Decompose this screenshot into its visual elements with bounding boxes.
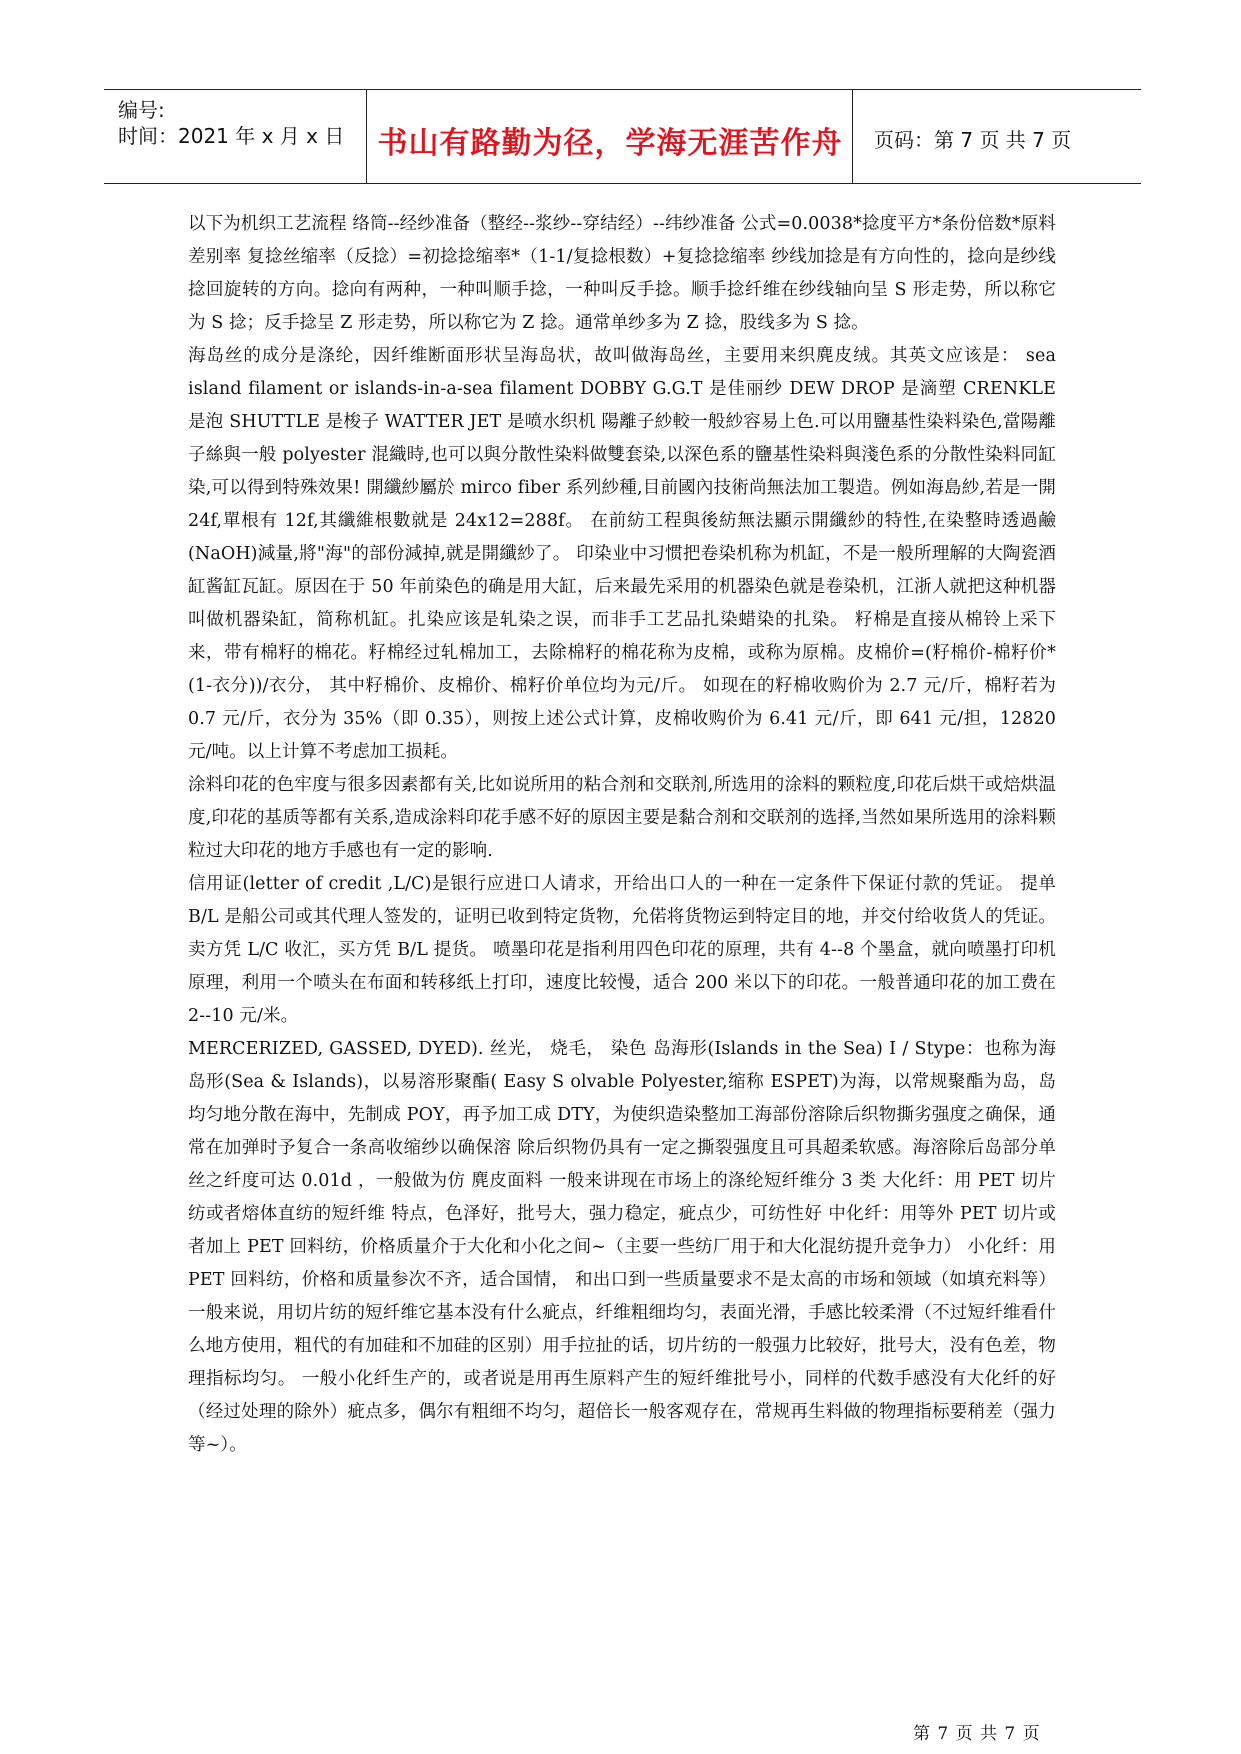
header-page-info: 页码：第 7 页 共 7 页: [874, 128, 1072, 152]
paragraph-pigment-printing: 涂料印花的色牢度与很多因素都有关,比如说所用的粘合剂和交联剂,所选用的涂料的颗粒度,印花后烘干或焙烘温度,印花的基质等都有关系,造成涂料印花手感不好的原因主要是黏合剂和交联剂的选择,当然如果所选用的涂料颗粒过大印花的地方手感也有一定的影响.: [188, 775, 1056, 861]
header-motto: 书山有路勤为径，学海无涯苦作舟: [377, 126, 843, 161]
page-header: [104, 89, 1141, 184]
header-meta-cell: [104, 90, 367, 183]
header-motto-cell: [368, 90, 853, 183]
paragraph-sea-island-filament: 海岛丝的成分是涤纶，因纤维断面形状呈海岛状，故叫做海岛丝，主要用来织麂皮绒。其英文应该是： sea island filament or islands-in-a-sea filament DOBBY G.G.T 是佳丽纱 DEW DROP 是滴塑 CRENKLE 是泡 SHUTTLE 是梭子 WATTER JET 是喷水织机 陽離子紗較一般紗容易上色.可以用鹽基性染料染色,當陽離子絲與一般 polyester 混織時,也可以與分散性染料做雙套染,以深色系的鹽基性染料與淺色系的分散性染料同缸染,可以得到特殊效果! 開纖紗屬於 mirco fiber 系列紗種,目前國內技術尚無法加工製造。例如海島紗,若是一開 24f,單根有 12f,其纖維根數就是 24x12=288f。 在前紡工程與後紡無法顯示開纖紗的特性,在染整時透過鹼(NaOH)減量,將"海"的部份減掉,就是開纖紗了。 印染业中习惯把卷染机称为机缸，不是一般所理解的大陶瓷酒缸酱缸瓦缸。原因在于 50 年前染色的确是用大缸，后来最先采用的机器染色就是卷染机，江浙人就把这种机器叫做机器染缸，简称机缸。扎染应该是轧染之误，而非手工艺品扎染蜡染的扎染。 籽棉是直接从棉铃上采下来，带有棉籽的棉花。籽棉经过轧棉加工，去除棉籽的棉花称为皮棉，或称为原棉。皮棉价=(籽棉价-棉籽价*(1-衣分))/衣分， 其中籽棉价、皮棉价、棉籽价单位均为元/斤。 如现在的籽棉收购价为 2.7 元/斤，棉籽若为 0.7 元/斤，衣分为 35%（即 0.35），则按上述公式计算，皮棉收购价为 6.41 元/斤，即 641 元/担，12820 元/吨。以上计算不考虑加工损耗。: [188, 346, 1056, 762]
document-time-label: 时间：2021 年 x 月 x 日: [118, 124, 345, 148]
page-footer: 第 7 页 共 7 页: [913, 1724, 1041, 1744]
paragraph-letter-of-credit: 信用证(letter of credit ,L/C)是银行应进口人请求，开给出口人的一种在一定条件下保证付款的凭证。 提单 B/L 是船公司或其代理人签发的，证明已收到特定货物，允偌将货物运到特定目的地，并交付给收货人的凭证。 卖方凭 L/C 收汇，买方凭 B/L 提货。 喷墨印花是指利用四色印花的原理，共有 4--8 个墨盒，就向喷墨打印机原理，利用一个喷头在布面和转移纸上打印，速度比较慢，适合 200 米以下的印花。一般普通印花的加工费在 2--10 元/米。: [188, 874, 1056, 1026]
header-page-cell: [854, 90, 1141, 183]
paragraph-staple-fiber: MERCERIZED, GASSED, DYED). 丝光， 烧毛， 染色 岛海形(Islands in the Sea) I / Stype：也称为海岛形(Sea & Islands)，以易溶形聚酯( Easy S olvable Polyester,缩称 ESPET)为海，以常规聚酯为岛，岛均匀地分散在海中，先制成 POY，再予加工成 DTY，为使织造染整加工海部份溶除后织物撕劣强度之确保，通常在加弹时予复合一条高收缩纱以确保溶 除后织物仍具有一定之撕裂强度且可具超柔软感。海溶除后岛部分单丝之纤度可达 0.01d ，一般做为仿 麂皮面料 一般来讲现在市场上的涤纶短纤维分 3 类 大化纤：用 PET 切片纺或者熔体直纺的短纤维 特点，色泽好，批号大，强力稳定，疵点少，可纺性好 中化纤：用等外 PET 切片或者加上 PET 回料纺，价格质量介于大化和小化之间~（主要一些纺厂用于和大化混纺提升竞争力） 小化纤：用 PET 回料纺，价格和质量参次不齐，适合国情， 和出口到一些质量要求不是太高的市场和领域（如填充料等） 一般来说，用切片纺的短纤维它基本没有什么疵点，纤维粗细均匀，表面光滑，手感比较柔滑（不过短纤维看什么地方使用，粗代的有加硅和不加硅的区别）用手拉扯的话，切片纺的一般强力比较好，批号大，没有色差，物理指标均匀。 一般小化纤生产的，或者说是用再生原料产生的短纤维批号小，同样的代数手感没有大化纤的好（经过处理的除外）疵点多，偶尔有粗细不均匀，超倍长一般客观存在，常规再生料做的物理指标要稍差（强力等~）。: [188, 1039, 1056, 1455]
paragraph-weaving-process: 以下为机织工艺流程 络筒--经纱准备（整经--浆纱--穿结经）--纬纱准备 公式=0.0038*捻度平方*条份倍数*原料差别率 复捻丝缩率（反捻）=初捻捻缩率*（1-1/复捻根数）+复捻捻缩率 纱线加捻是有方向性的，捻向是纱线捻回旋转的方向。捻向有两种，一种叫顺手捻，一种叫反手捻。顺手捻纤维在纱线轴向呈 S 形走势，所以称它为 S 捻；反手捻呈 Z 形走势，所以称它为 Z 捻。通常单纱多为 Z 捻，股线多为 S 捻。: [188, 214, 1056, 333]
document-number-label: 编号:: [118, 98, 165, 122]
document-body: [188, 208, 1056, 1462]
